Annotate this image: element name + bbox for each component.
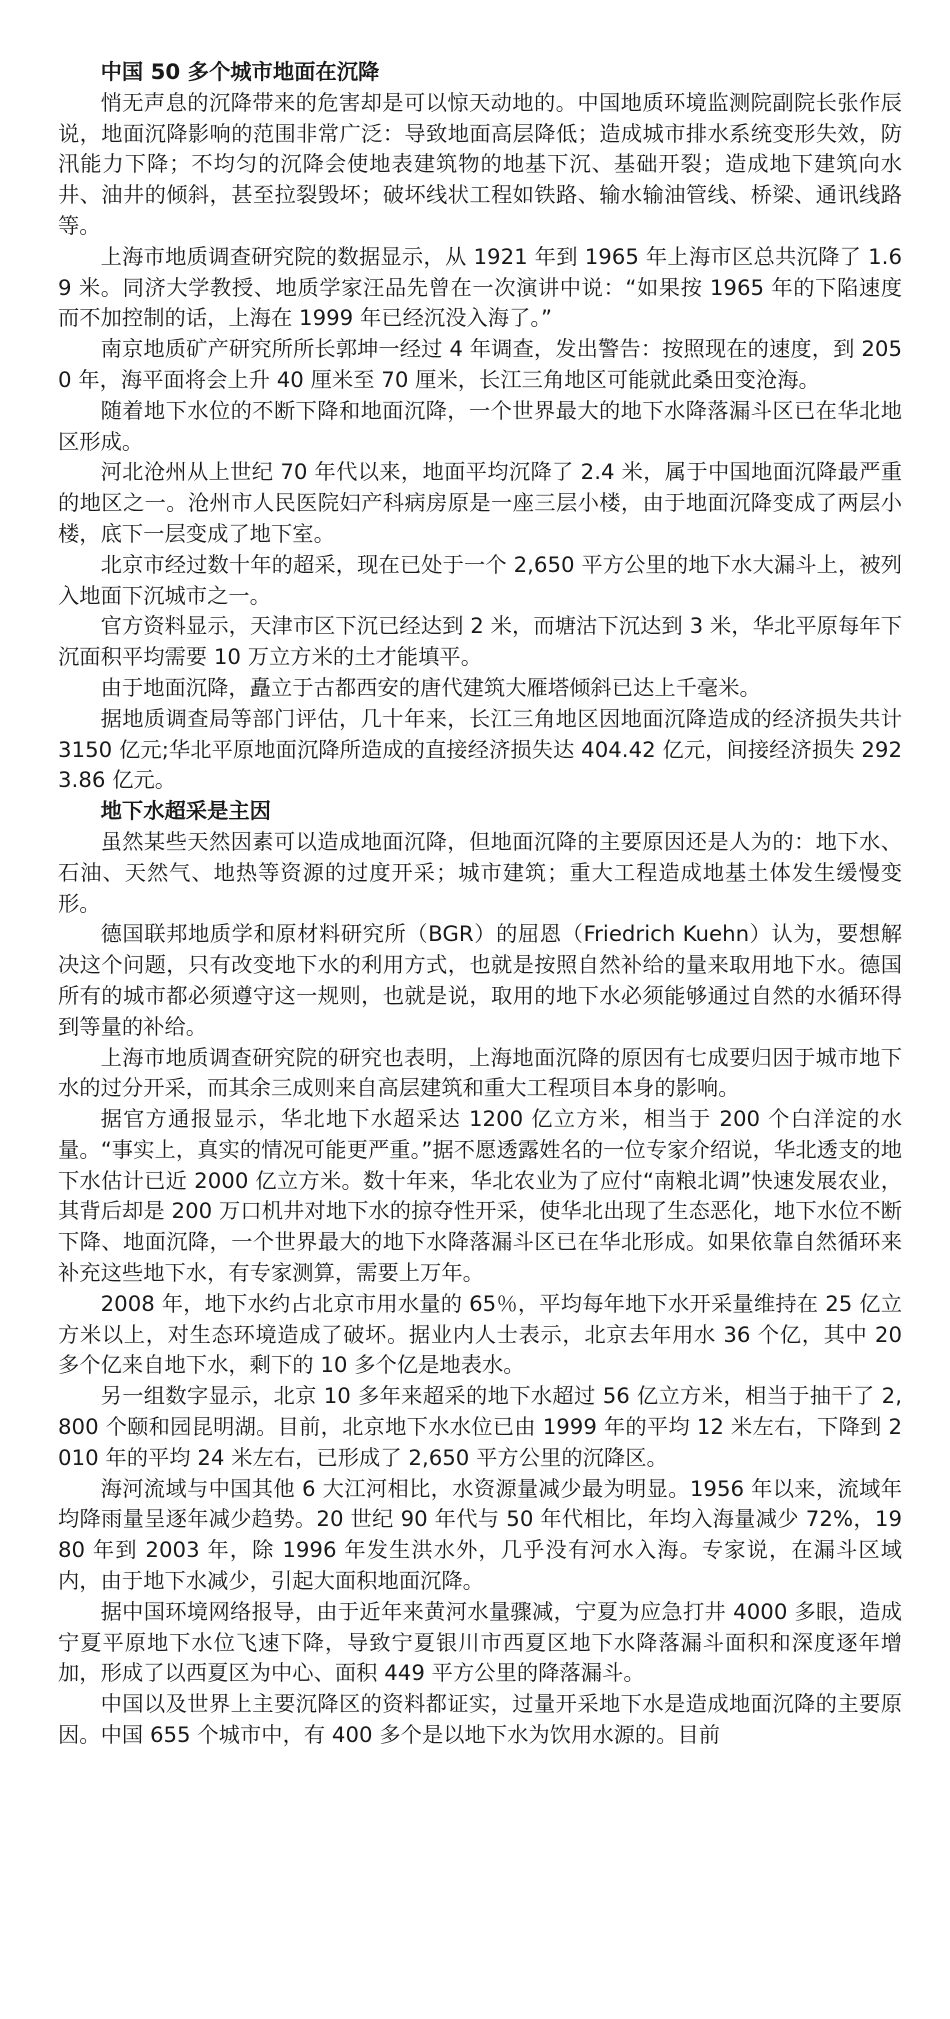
paragraph: 南京地质矿产研究所所长郭坤一经过 4 年调查，发出警告：按照现在的速度，到 2050 年，海平面将会上升 40 厘米至 70 厘米，长江三角地区可能就此桑田变沧海。 bbox=[58, 337, 902, 393]
paragraph: 悄无声息的沉降带来的危害却是可以惊天动地的。中国地质环境监测院副院长张作辰说，地面沉降影响的范围非常广泛：导致地面高层降低；造成城市排水系统变形失效，防汛能力下降；不均匀的沉降会使地表建筑物的地基下沉、基础开裂；造成地下建筑向水井、油井的倾斜，甚至拉裂毁坏；破坏线状工程如铁路、输水输油管线、桥梁、通讯线路等。 bbox=[58, 90, 902, 239]
paragraph: 另一组数字显示，北京 10 多年来超采的地下水超过 56 亿立方米，相当于抽干了 2,800 个颐和园昆明湖。目前，北京地下水水位已由 1999 年的平均 12 米左右，下降到 2010 年的平均 24 米左右，已形成了 2,650 平方公里的沉降区。 bbox=[58, 1384, 902, 1471]
paragraph: 虽然某些天然因素可以造成地面沉降，但地面沉降的主要原因还是人为的：地下水、石油、天然气、地热等资源的过度开采；城市建筑；重大工程造成地基土体发生缓慢变形。 bbox=[58, 829, 902, 917]
paragraph: 据中国环境网络报导，由于近年来黄河水量骤减，宁夏为应急打井 4000 多眼，造成宁夏平原地下水位飞速下降，导致宁夏银川市西夏区地下水降落漏斗面积和深度逐年增加，形成了以西夏区为中心、面积 449 平方公里的降落漏斗。 bbox=[58, 1599, 902, 1687]
paragraph: 中国以及世界上主要沉降区的资料都证实，过量开采地下水是造成地面沉降的主要原因。中国 655 个城市中，有 400 多个是以地下水为饮用水源的。目前 bbox=[58, 1692, 902, 1749]
paragraph: 上海市地质调查研究院的研究也表明，上海地面沉降的原因有七成要归因于城市地下水的过分开采，而其余三成则来自高层建筑和重大工程项目本身的影响。 bbox=[58, 1045, 902, 1102]
paragraph: 河北沧州从上世纪 70 年代以来，地面平均沉降了 2.4 米，属于中国地面沉降最严重的地区之一。沧州市人民医院妇产科病房原是一座三层小楼，由于地面沉降变成了两层小楼，底下一层变成了地下室。 bbox=[58, 460, 902, 547]
section-heading: 地下水超采是主因 bbox=[100, 799, 271, 825]
paragraph: 官方资料显示，天津市区下沉已经达到 2 米，而塘沽下沉达到 3 米，华北平原每年下沉面积平均需要 10 万立方米的土才能填平。 bbox=[58, 614, 902, 671]
paragraph: 上海市地质调查研究院的数据显示，从 1921 年到 1965 年上海市区总共沉降了 1.69 米。同济大学教授、地质学家汪品先曾在一次演讲中说：“如果按 1965 年的下陷速度而不加控制的话，上海在 1999 年已经沉没入海了。” bbox=[58, 244, 902, 332]
paragraph: 随着地下水位的不断下降和地面沉降，一个世界最大的地下水降落漏斗区已在华北地区形成。 bbox=[58, 398, 902, 455]
paragraph: 据官方通报显示，华北地下水超采达 1200 亿立方米，相当于 200 个白洋淀的水量。“事实上，真实的情况可能更严重。”据不愿透露姓名的一位专家介绍说，华北透支的地下水估计已近 2000 亿立方米。数十年来，华北农业为了应付“南粮北调”快速发展农业，其背后却是 200 万口机井对地下水的掠夺性开采，使华北出现了生态恶化，地下水位不断下降、地面沉降，一个世界最大的地下水降落漏斗区已在华北形成。如果依靠自然循环来补充这些地下水，有专家测算，需要上万年。 bbox=[58, 1107, 902, 1287]
section-heading: 中国 50 多个城市地面在沉降 bbox=[100, 60, 380, 85]
paragraph: 北京市经过数十年的超采，现在已处于一个 2,650 平方公里的地下水大漏斗上，被列入地面下沉城市之一。 bbox=[58, 552, 902, 609]
paragraph: 海河流域与中国其他 6 大江河相比，水资源量减少最为明显。1956 年以来，流域年均降雨量呈逐年减少趋势。20 世纪 90 年代与 50 年代相比，年均入海量减少 72%，1980 年到 2003 年，除 1996 年发生洪水外，几乎没有河水入海。专家说，在漏斗区域内，由于地下水减少，引起大面积地面沉降。 bbox=[58, 1476, 902, 1595]
article-body bbox=[58, 58, 902, 1752]
paragraph: 德国联邦地质学和原材料研究所（BGR）的屈恩（Friedrich Kuehn）认为，要想解决这个问题，只有改变地下水的利用方式，也就是按照自然补给的量来取用地下水。德国所有的城市都必须遵守这一规则，也就是说，取用的地下水必须能够通过自然的水循环得到等量的补给。 bbox=[58, 922, 902, 1040]
paragraph: 据地质调查局等部门评估，几十年来，长江三角地区因地面沉降造成的经济损失共计 3150 亿元;华北平原地面沉降所造成的直接经济损失达 404.42 亿元，间接经济损失 2923.86 亿元。 bbox=[58, 706, 902, 794]
paragraph: 2008 年，地下水约占北京市用水量的 65％，平均每年地下水开采量维持在 25 亿立方米以上，对生态环境造成了破坏。据业内人士表示，北京去年用水 36 个亿，其中 20 多个亿来自地下水，剩下的 10 多个亿是地表水。 bbox=[58, 1291, 902, 1379]
paragraph: 由于地面沉降，矗立于古都西安的唐代建筑大雁塔倾斜已达上千毫米。 bbox=[100, 675, 761, 701]
